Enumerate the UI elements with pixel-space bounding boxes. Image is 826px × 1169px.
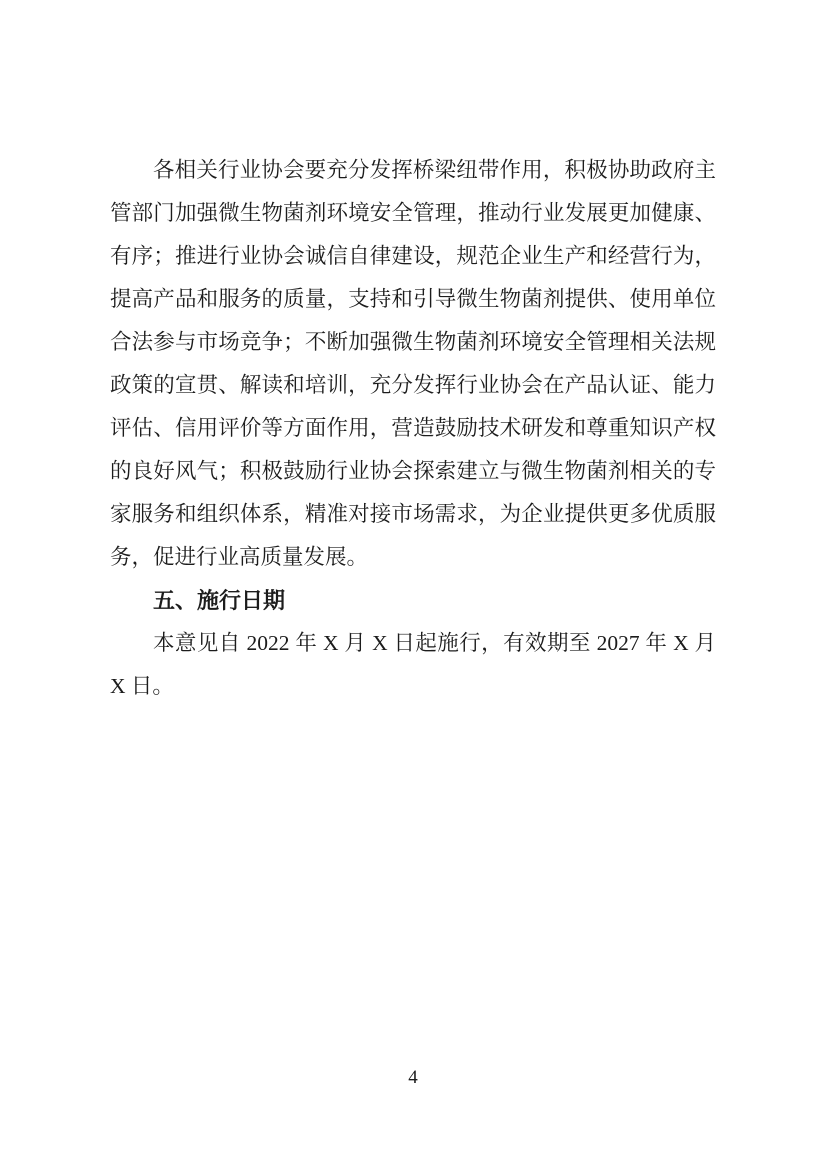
page-number: 4 bbox=[408, 1067, 418, 1088]
paragraph2-line: X 日。 bbox=[110, 674, 174, 698]
paragraph2-line: 本意见自 2022 年 X 月 X 日起施行，有效期至 2027 年 X 月 bbox=[153, 631, 716, 655]
paragraph1-line: 管部门加强微生物菌剂环境安全管理，推动行业发展更加健康、 bbox=[110, 201, 716, 225]
paragraph1-line: 合法参与市场竞争；不断加强微生物菌剂环境安全管理相关法规 bbox=[110, 330, 716, 354]
paragraph1-line: 各相关行业协会要充分发挥桥梁纽带作用，积极协助政府主 bbox=[153, 158, 716, 182]
page-content bbox=[110, 149, 716, 708]
paragraph1-line: 评估、信用评价等方面作用，营造鼓励技术研发和尊重知识产权 bbox=[110, 416, 716, 440]
paragraph1-line: 务，促进行业高质量发展。 bbox=[110, 545, 369, 569]
paragraph1-line: 提高产品和服务的质量，支持和引导微生物菌剂提供、使用单位 bbox=[110, 287, 716, 311]
section-heading: 五、施行日期 bbox=[153, 588, 286, 613]
paragraph1-line: 政策的宣贯、解读和培训，充分发挥行业协会在产品认证、能力 bbox=[110, 373, 716, 397]
paragraph1-line: 有序；推进行业协会诚信自律建设，规范企业生产和经营行为， bbox=[110, 244, 716, 268]
paragraph1-line: 的良好风气；积极鼓励行业协会探索建立与微生物菌剂相关的专 bbox=[110, 459, 716, 483]
paragraph1-line: 家服务和组织体系，精准对接市场需求，为企业提供更多优质服 bbox=[110, 502, 716, 526]
